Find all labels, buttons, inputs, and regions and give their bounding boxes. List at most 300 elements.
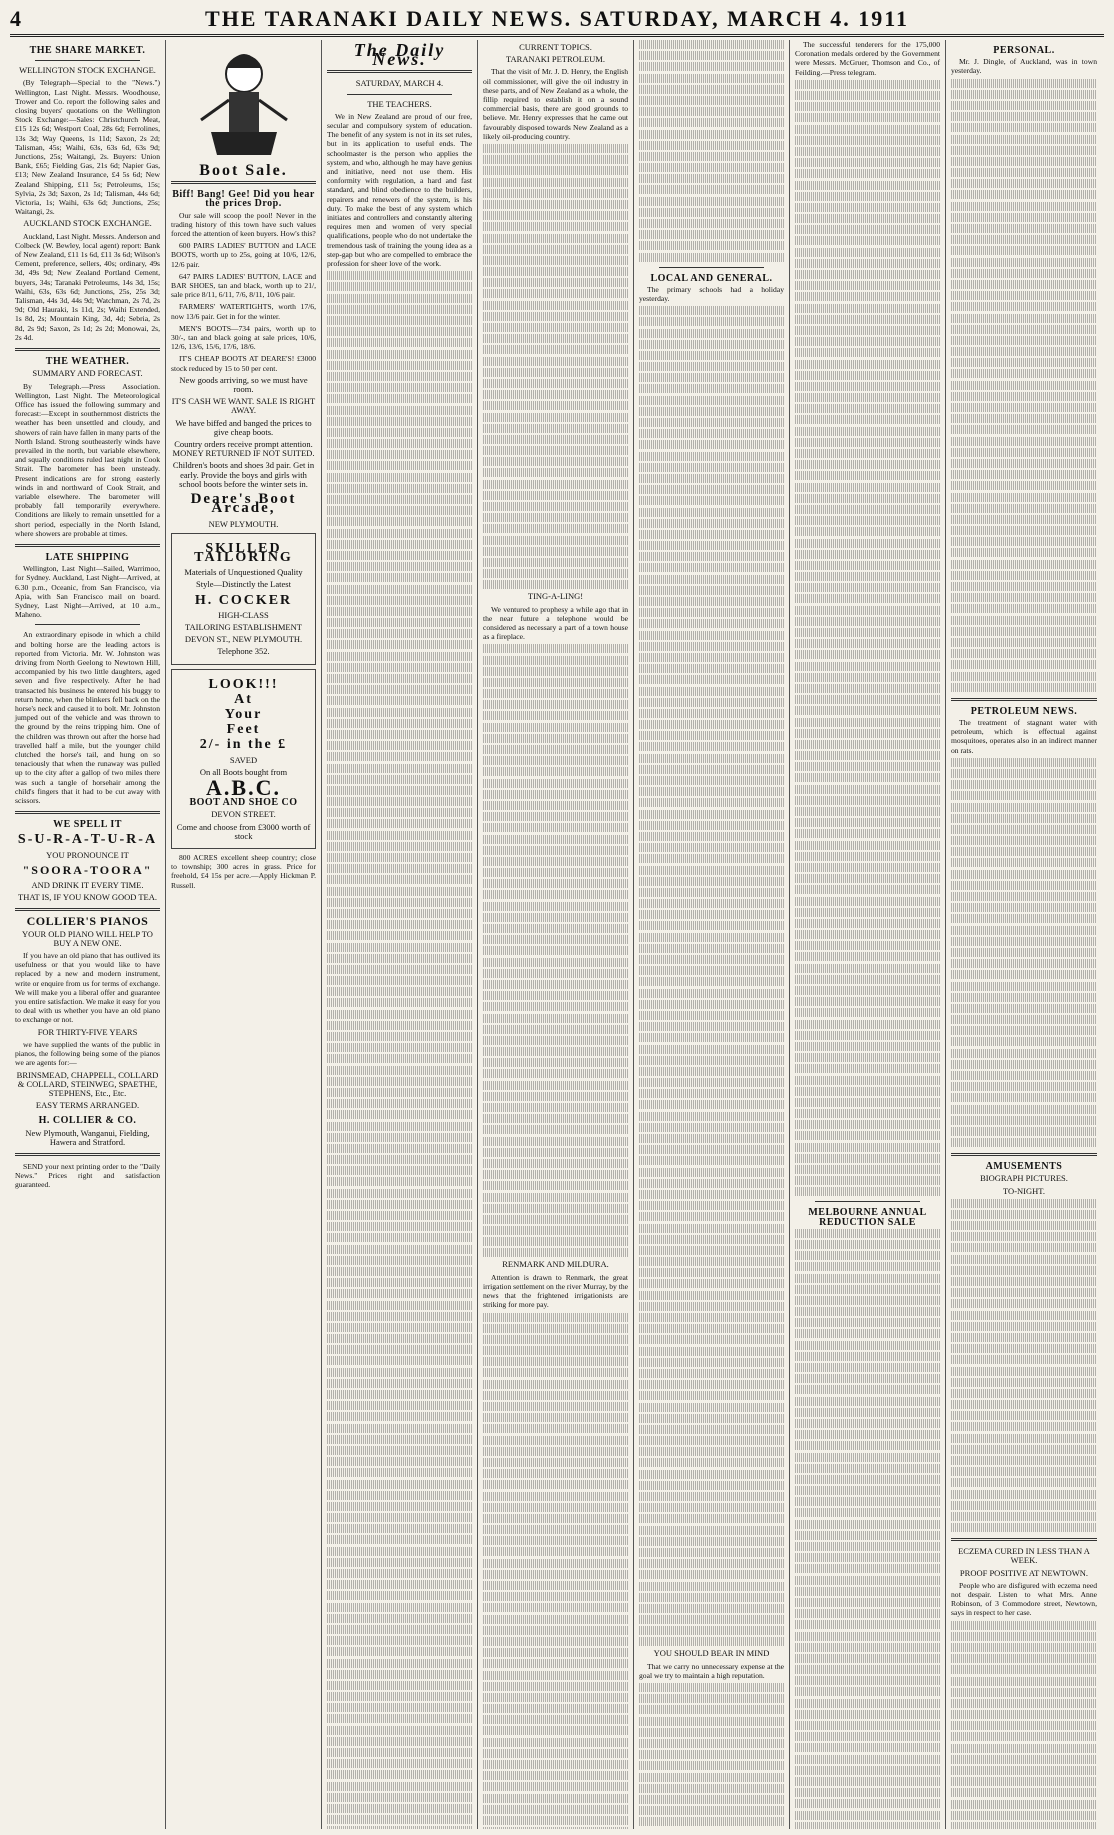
petroleum-subheading: TARANAKI PETROLEUM.: [506, 54, 605, 65]
text-line: [327, 719, 472, 728]
text-line: [639, 74, 784, 83]
text-line: [951, 914, 1097, 923]
teachers-text: We in New Zealand are proud of our free, secular and compulsory system of education. The benefit of any system is not in its set rules, but in its application to useful ends. The schoolmaster is the person who applies the system, and who, although he may have genius and initiative, need not use them. His conformity with regulation, a hard and fast standard, and blind obedience to the builders, repairers and renewers of the system, is his duty. To make the best of any system which initiates and controllers and constantly altering requires men and women of very special qualifications, people who do not undertake the tremendous task of training the young idea as a step-gap but who are compelled to embrace the profession for sheer love of the work.: [327, 111, 472, 269]
text-line: [483, 1391, 628, 1400]
text-line: [327, 1480, 472, 1489]
text-line: [795, 796, 940, 805]
text-line: [327, 1256, 472, 1265]
text-line: [639, 340, 784, 349]
text-line: [951, 1677, 1097, 1686]
text-line: [483, 491, 628, 500]
text-line: [951, 493, 1097, 502]
text-line: [951, 146, 1097, 155]
tailoring-establishment: TAILORING ESTABLISHMENT: [185, 621, 302, 632]
text-line: [639, 1279, 784, 1288]
text-line: [951, 993, 1097, 1002]
text-line: [327, 819, 472, 828]
text-line: [951, 79, 1097, 88]
column-4-text-b: [483, 644, 628, 1257]
text-line: [327, 428, 472, 437]
column-4-text-a: [483, 144, 628, 589]
text-line: [327, 674, 472, 683]
text-line: [639, 384, 784, 393]
text-line: [327, 439, 472, 448]
text-line: [327, 752, 472, 761]
text-line: [483, 1559, 628, 1568]
text-line: [483, 1492, 628, 1501]
text-line: [327, 1647, 472, 1656]
text-line: [639, 1033, 784, 1042]
text-line: [327, 1110, 472, 1119]
text-line: [327, 931, 472, 940]
text-line: [795, 181, 940, 190]
text-line: [639, 1190, 784, 1199]
text-line: [483, 558, 628, 567]
text-line: [639, 910, 784, 919]
text-line: [327, 1424, 472, 1433]
text-line: [483, 513, 628, 522]
text-line: [795, 1154, 940, 1163]
text-line: [639, 1604, 784, 1613]
text-line: [639, 1728, 784, 1737]
text-line: [327, 864, 472, 873]
text-line: [327, 1032, 472, 1041]
text-line: [639, 396, 784, 405]
text-line: [327, 786, 472, 795]
deare-location: NEW PLYMOUTH.: [208, 518, 279, 529]
text-line: [639, 1291, 784, 1300]
text-line: [639, 966, 784, 975]
text-line: [951, 836, 1097, 845]
text-line: [951, 814, 1097, 823]
text-line: [483, 935, 628, 944]
text-line: [639, 418, 784, 427]
text-line: [795, 1699, 940, 1708]
text-line: [795, 438, 940, 447]
text-line: [483, 1058, 628, 1067]
text-line: [795, 91, 940, 100]
text-line: [951, 1232, 1097, 1241]
text-line: [795, 1654, 940, 1663]
text-line: [639, 1458, 784, 1467]
text-line: [327, 1267, 472, 1276]
text-line: [327, 1233, 472, 1242]
feet-text: Feet: [226, 722, 261, 738]
text-line: [951, 1243, 1097, 1252]
text-line: [951, 1800, 1097, 1809]
columns: [10, 40, 1104, 1829]
text-line: [951, 948, 1097, 957]
text-line: [327, 1356, 472, 1365]
abc-name: A.B.C.: [206, 774, 281, 800]
text-line: [639, 152, 784, 161]
text-line: [483, 547, 628, 556]
text-line: [795, 304, 940, 313]
text-line: [951, 246, 1097, 255]
text-line: [483, 245, 628, 254]
text-line: [327, 1334, 472, 1343]
text-line: [483, 211, 628, 220]
text-line: [483, 1148, 628, 1157]
text-line: [951, 1422, 1097, 1431]
column-5-text-c: [639, 1683, 784, 1829]
text-line: [951, 504, 1097, 513]
text-line: [951, 168, 1097, 177]
text-line: [483, 1671, 628, 1680]
text-line: [483, 812, 628, 821]
text-line: [795, 371, 940, 380]
text-line: [951, 135, 1097, 144]
text-line: [327, 797, 472, 806]
highclass-text: HIGH-CLASS: [218, 609, 269, 620]
skilled-tailoring: SKILLED TAILORING: [194, 540, 293, 565]
text-line: [951, 1138, 1097, 1147]
text-line: [795, 1576, 940, 1585]
text-line: [795, 841, 940, 850]
text-line: [327, 1491, 472, 1500]
text-line: [483, 779, 628, 788]
text-line: [327, 1077, 472, 1086]
text-line: [951, 926, 1097, 935]
text-line: [327, 976, 472, 985]
text-line: [327, 842, 472, 851]
text-line: [951, 758, 1097, 767]
text-line: [951, 202, 1097, 211]
text-line: [639, 1626, 784, 1635]
text-line: [951, 604, 1097, 613]
text-line: [327, 473, 472, 482]
text-line: [795, 1318, 940, 1327]
text-line: [639, 530, 784, 539]
text-line: [795, 1598, 940, 1607]
text-line: [951, 381, 1097, 390]
acres-ad: 800 ACRES excellent sheep country; close to township; 300 acres in grass. Price for freehold, £4 15s per acre.—Apply Hickman P. Russell.: [171, 852, 316, 890]
text-line: [795, 516, 940, 525]
text-line: [951, 1127, 1097, 1136]
text-line: [327, 629, 472, 638]
text-line: [639, 1403, 784, 1412]
deare-name: Deare's Boot Arcade,: [190, 491, 297, 517]
text-line: [951, 157, 1097, 166]
text-line: [795, 941, 940, 950]
sale-item-5: IT'S CHEAP BOOTS AT DEARE'S! £3000 stock reduced by 15 to 50 per cent.: [171, 354, 316, 373]
text-line: [483, 1816, 628, 1825]
text-line: [639, 485, 784, 494]
column-6: [790, 40, 946, 1829]
text-line: [639, 1313, 784, 1322]
text-line: [483, 1536, 628, 1545]
text-line: [639, 1593, 784, 1602]
text-line: [951, 1777, 1097, 1786]
text-line: [951, 1389, 1097, 1398]
abc-ad: [171, 669, 316, 849]
text-line: [327, 965, 472, 974]
text-line: [795, 1262, 940, 1271]
text-line: [795, 1676, 940, 1685]
text-line: [483, 1603, 628, 1612]
text-line: [951, 1632, 1097, 1641]
text-line: [327, 1144, 472, 1153]
text-line: [483, 1226, 628, 1235]
text-line: [327, 350, 472, 359]
text-line: [483, 289, 628, 298]
text-line: [327, 1770, 472, 1779]
text-line: [639, 1784, 784, 1793]
text-line: [795, 572, 940, 581]
text-line: [951, 1266, 1097, 1275]
text-line: [483, 234, 628, 243]
text-line: [483, 1469, 628, 1478]
text-line: [327, 954, 472, 963]
text-line: [483, 958, 628, 967]
save-text: 2/- in the £: [199, 737, 288, 753]
text-line: [639, 1201, 784, 1210]
text-line: [951, 638, 1097, 647]
text-line: [795, 203, 940, 212]
text-line: [639, 40, 784, 49]
text-line: [951, 1478, 1097, 1487]
text-line: [483, 1525, 628, 1534]
text-line: [795, 874, 940, 883]
text-line: [483, 1036, 628, 1045]
text-line: [951, 414, 1097, 423]
text-line: [795, 1307, 940, 1316]
text-line: [795, 1165, 940, 1174]
text-line: [327, 596, 472, 605]
boot-sale-title: Boot Sale.: [199, 162, 288, 179]
drink-text: AND DRINK IT EVERY TIME.: [31, 880, 144, 891]
renmark-text: Attention is drawn to Renmark, the great irrigation settlement on the river Murray, by the news that the frightened irrigationists are striking for more pay.: [483, 1272, 629, 1310]
text-line: [639, 698, 784, 707]
text-line: [795, 706, 940, 715]
text-line: [327, 271, 472, 280]
text-line: [327, 1681, 472, 1690]
text-line: [795, 829, 940, 838]
text-line: [951, 369, 1097, 378]
text-line: [639, 1773, 784, 1782]
text-line: [639, 1514, 784, 1523]
text-line: [951, 123, 1097, 132]
text-line: [483, 1424, 628, 1433]
text-line: [327, 1211, 472, 1220]
text-line: [483, 1827, 628, 1829]
text-line: [327, 551, 472, 560]
soora-text: "SOORA-TOORA": [22, 862, 153, 877]
text-line: [795, 952, 940, 961]
text-line: [795, 1285, 940, 1294]
text-line: [639, 977, 784, 986]
text-line: [483, 1447, 628, 1456]
column-7: [946, 40, 1102, 1829]
text-line: [483, 1514, 628, 1523]
text-line: [483, 569, 628, 578]
text-line: [639, 1492, 784, 1501]
text-line: [327, 1782, 472, 1791]
text-line: [951, 825, 1097, 834]
column-6-text-b: [795, 1229, 940, 1829]
text-line: [639, 1705, 784, 1714]
text-line: [483, 1357, 628, 1366]
text-line: [327, 540, 472, 549]
text-line: [483, 1047, 628, 1056]
text-line: [327, 1670, 472, 1679]
text-line: [795, 1120, 940, 1129]
text-line: [795, 1531, 940, 1540]
text-line: [951, 470, 1097, 479]
text-line: [795, 427, 940, 436]
text-line: [795, 1020, 940, 1029]
weather-text: By Telegraph.—Press Association. Wellington, Last Night. The Meteorological Office has issued the following summary and forecast:—Except in southernmost districts the weather has been unsettled and cloudy, and showers of rain have fallen in many parts of the North Island. Strong southeasterly winds have prevailed in the north, but variable elsewhere, and squally conditions ruled last night in Cook Strait. The barometer has been unsteady. Present indications are for strong easterly winds in and northward of Cook Strait, and variable elsewhere. The barometer will probably fall temporarily everywhere. Conditions are likely to remain unsettled for a short period, especially in the North Island, where showers are probable at times.: [15, 381, 160, 538]
text-line: [951, 437, 1097, 446]
text-line: [327, 1826, 472, 1829]
shipping-text: Wellington, Last Night—Sailed, Warrimoo, for Sydney. Auckland, Last Night—Arrived, at 6.30 p.m., Oceanic, from San Francisco, via Apia, with San Francisco mail on board. Sydney, Last Night—Arrived, at 10 a.m., Maheno.: [15, 564, 160, 620]
text-line: [483, 868, 628, 877]
text-line: [327, 1815, 472, 1824]
text-line: [639, 185, 784, 194]
text-line: [483, 1715, 628, 1724]
text-line: [951, 1621, 1097, 1630]
text-line: [795, 1822, 940, 1829]
text-line: [951, 1400, 1097, 1409]
text-line: [639, 1615, 784, 1624]
text-line: [483, 1237, 628, 1246]
text-line: [795, 192, 940, 201]
text-line: [795, 617, 940, 626]
text-line: [795, 1743, 940, 1752]
text-line: [951, 526, 1097, 535]
text-line: [327, 998, 472, 1007]
new-goods: New goods arriving, so we must have room.: [179, 374, 308, 395]
text-line: [795, 1064, 940, 1073]
tingling-text: We ventured to prophesy a while ago that in the near future a telephone would be considered as necessary a part of a town house as a fireplace.: [483, 604, 628, 642]
text-line: [795, 169, 940, 178]
text-line: [795, 1553, 940, 1562]
text-line: [795, 1098, 940, 1107]
text-line: [639, 944, 784, 953]
eczema-text: People who are disfigured with eczema need not despair. Listen to what Mrs. Anne Robinson, of 3 Commodore street, Newtown, says in respect to her case.: [951, 1580, 1097, 1618]
text-line: [951, 1210, 1097, 1219]
text-line: [951, 101, 1097, 110]
text-line: [327, 1289, 472, 1298]
text-line: [483, 913, 628, 922]
share-market-heading: THE SHARE MARKET.: [29, 45, 146, 56]
text-line: [795, 1508, 940, 1517]
text-line: [795, 147, 940, 156]
text-line: [951, 582, 1097, 591]
text-line: [327, 1558, 472, 1567]
text-line: [483, 1092, 628, 1101]
text-line: [795, 1766, 940, 1775]
text-line: [639, 306, 784, 315]
eczema-heading: ECZEMA CURED IN LESS THAN A WEEK.: [958, 1546, 1090, 1566]
text-line: [483, 711, 628, 720]
text-line: [483, 1402, 628, 1411]
text-line: [483, 946, 628, 955]
text-line: [483, 1137, 628, 1146]
text-line: [483, 1458, 628, 1467]
text-line: [795, 986, 940, 995]
text-line: [951, 190, 1097, 199]
text-line: [951, 1105, 1097, 1114]
text-line: [639, 197, 784, 206]
renmark-heading: RENMARK AND MILDURA.: [502, 1259, 609, 1270]
children-boots: Children's boots and shoes 3d pair. Get in early. Provide the boys and girls with school boots before the winter sets in.: [172, 460, 315, 489]
text-line: [951, 660, 1097, 669]
text-line: [327, 1222, 472, 1231]
text-line: [327, 1379, 472, 1388]
text-line: [639, 1335, 784, 1344]
printing-notice: SEND your next printing order to the "Daily News." Prices right and satisfaction guaranteed.: [15, 1161, 160, 1190]
text-line: [327, 1446, 472, 1455]
wellington-text: (By Telegraph—Special to the "News.") Wellington, Last Night. Messrs. Woodhouse, Trower and Co. report the following sales and closing buyers' quotations on the Wellington Stock Exchange:—Sales: Christchurch Meat, £15 12s 6d; Westport Coal, 28s 6d; Ferrolines, 13s 3d; Way Queens, 1s 11d; Saxon, 2s 2d; Talisman, 45s; Waihi, 63s, 63s 6d, 63s 9d; Junctions, 25s; Waitangi, 2s. Buyers: Union Bank, £65; Fielding Gas, 21s 6d; Napier Gas, £13; New Zealand Insurance, £4 5s 6d; New Zealand Shipping, £11 5s; Petroleums, 15s; Sylvia, 2s 3d; Saxon, 2s 1d; Talisman, 44s 6d; Victoria, 1s; Waihi, 63s 6d; Junctions, 25s; Waitangi, 2s.: [15, 78, 160, 217]
text-line: [327, 730, 472, 739]
text-line: [951, 1049, 1097, 1058]
coronation-medals-text: The successful tenderers for the 175,000 Coronation medals ordered by the Government were Messrs. McGruer, Thomson and Co., of Feilding.—Press telegram.: [795, 40, 940, 77]
text-line: [951, 1654, 1097, 1663]
text-line: [795, 1441, 940, 1450]
text-line: [639, 664, 784, 673]
text-line: [951, 1699, 1097, 1708]
text-line: [639, 1637, 784, 1646]
text-line: [639, 1414, 784, 1423]
text-line: [795, 393, 940, 402]
column-3-text-body: [327, 271, 472, 1829]
text-line: [795, 1008, 940, 1017]
text-line: [951, 1299, 1097, 1308]
column-5-text-a: [639, 40, 784, 262]
text-line: [795, 483, 940, 492]
text-line: [795, 1329, 940, 1338]
text-line: [483, 801, 628, 810]
text-line: [795, 539, 940, 548]
text-line: [639, 1145, 784, 1154]
text-line: [327, 305, 472, 314]
text-line: [483, 1335, 628, 1344]
text-line: [483, 1193, 628, 1202]
text-line: [639, 720, 784, 729]
text-line: [795, 606, 940, 615]
thirty-years-text: we have supplied the wants of the public in pianos, the following being some of the pianos we are agents for:—: [15, 1039, 160, 1068]
text-line: [639, 1168, 784, 1177]
collier-name: H. COLLIER & CO.: [38, 1115, 137, 1127]
amusements-heading: AMUSEMENTS: [985, 1161, 1063, 1173]
text-line: [951, 224, 1097, 233]
text-line: [951, 1721, 1097, 1730]
text-line: [639, 1537, 784, 1546]
text-line: [483, 1368, 628, 1377]
text-line: [327, 607, 472, 616]
text-line: [483, 457, 628, 466]
text-line: [639, 1380, 784, 1389]
text-line: [951, 179, 1097, 188]
text-line: [483, 334, 628, 343]
text-line: [483, 178, 628, 187]
text-line: [795, 1341, 940, 1350]
text-line: [639, 1739, 784, 1748]
text-line: [639, 675, 784, 684]
text-line: [327, 1614, 472, 1623]
text-line: [327, 1245, 472, 1254]
cash-wanted: IT'S CASH WE WANT. SALE IS RIGHT AWAY.: [171, 396, 316, 416]
text-line: [795, 673, 940, 682]
text-line: [639, 440, 784, 449]
text-line: [951, 1060, 1097, 1069]
text-line: [327, 618, 472, 627]
text-line: [639, 877, 784, 886]
text-line: [483, 301, 628, 310]
text-line: [639, 496, 784, 505]
text-line: [951, 1037, 1097, 1046]
